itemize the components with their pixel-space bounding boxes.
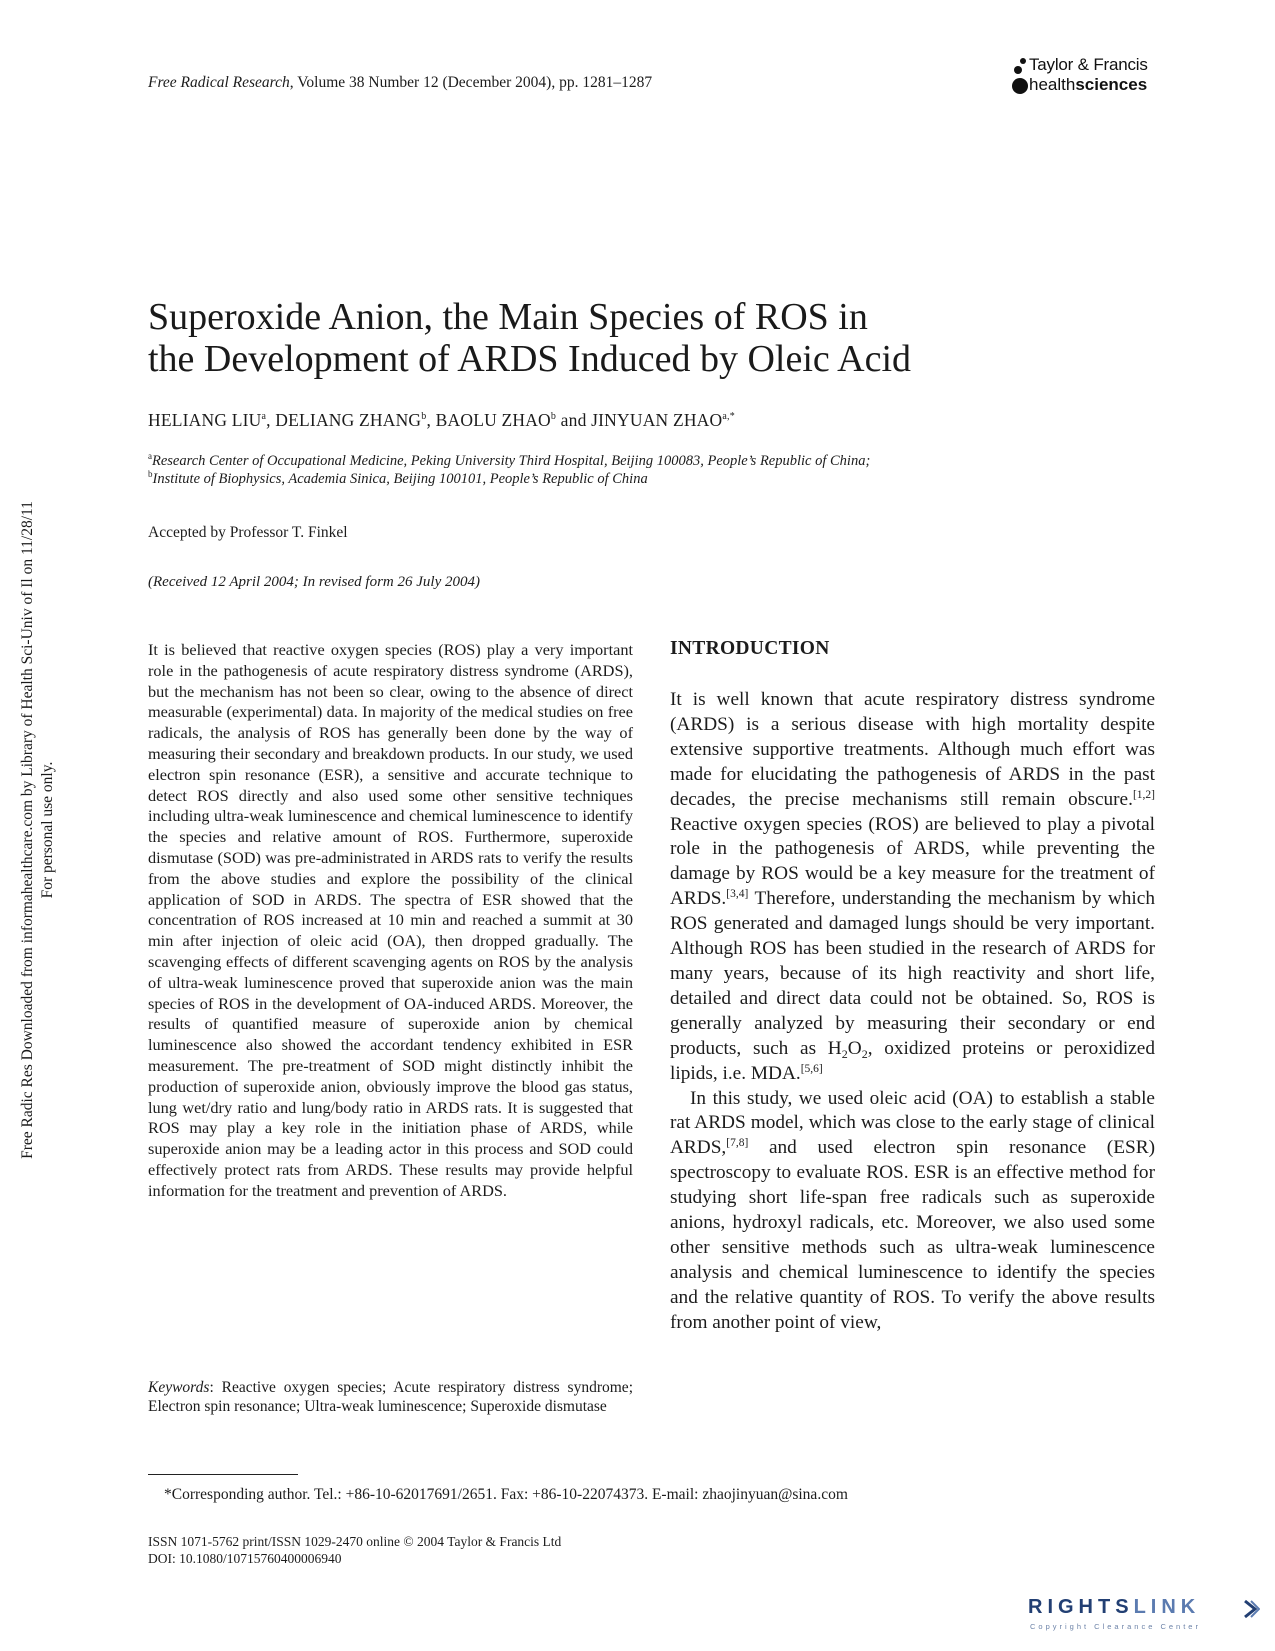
citation: [5,6] bbox=[800, 1062, 823, 1075]
citation: [3,4] bbox=[726, 888, 749, 901]
keywords-list: : Reactive oxygen species; Acute respiratory distress syndrome; Electron spin resonance; Ultra-weak luminescence; Superoxide dismutase bbox=[148, 1379, 633, 1415]
keywords bbox=[148, 1379, 633, 1417]
author: BAOLU ZHAO bbox=[435, 410, 551, 430]
footnote-divider bbox=[148, 1474, 298, 1475]
author-list: HELIANG LIU$^a$, DELIANG ZHANG$^b$, BAOLU ZHAO$^b$ and JINYUAN $ZHAO^{a,*}$ bbox=[148, 410, 735, 430]
chevron-right-icon bbox=[1242, 1598, 1260, 1620]
corresponding-author-footnote: *Corresponding author. Tel.: +86-10-62017691/2651. Fax: +86-10-22074373. E-mail: zhaojinyuan@sina.com bbox=[164, 1486, 848, 1503]
issn-doi-block bbox=[148, 1533, 561, 1567]
journal-volume-info: , Volume 38 Number 12 (December 2004), pp. 1281–1287 bbox=[289, 74, 653, 91]
intro-paragraph-2: In this study, we used oleic acid (OA) to establish a stable rat ARDS model, which was close to the early stage of clinical ARDS,[7,8] and used electron spin resonance (ESR) spectroscopy to evaluate ROS. ESR is an effective method for studying short life-span free radicals such as superoxide anions, hydroxyl radicals, etc. Moreover, we also used some other sensitive methods such as ultra-weak luminescence analysis and chemical luminescence to identify the species and the relative quantity of ROS. To verify the above results from another point of view, bbox=[670, 1087, 1155, 1333]
keywords-label: Keywords bbox=[148, 1379, 210, 1396]
received-dates: (Received 12 April 2004; In revised form 26 July 2004) bbox=[148, 574, 480, 590]
publisher-name: Taylor & Francis bbox=[1029, 55, 1148, 74]
title-line-2: the Development of ARDS Induced by Oleic Acid bbox=[148, 338, 912, 380]
rightslink-logo[interactable] bbox=[1028, 1596, 1260, 1642]
journal-citation bbox=[148, 74, 652, 92]
journal-name: Free Radical Research bbox=[148, 74, 290, 91]
issn: ISSN 1071-5762 print/ISSN 1029-2470 online © 2004 Taylor & Francis Ltd bbox=[148, 1534, 562, 1549]
author: JINYUAN ZHAO bbox=[591, 410, 723, 430]
citation: [1,2] bbox=[1132, 788, 1155, 801]
download-watermark bbox=[18, 470, 64, 1190]
rightslink-wordmark: RIGHTSLINK bbox=[1028, 1596, 1201, 1618]
section-heading-introduction: INTRODUCTION bbox=[670, 638, 830, 659]
affiliations bbox=[148, 452, 870, 488]
article-title bbox=[148, 296, 1048, 380]
watermark-line-1: Free Radic Res Downloaded from informahealthcare.com by Library of Health Sci-Univ of Il on 11/28/11 bbox=[19, 501, 36, 1159]
accepted-by: Accepted by Professor T. Finkel bbox=[148, 524, 348, 541]
title-line-1: Superoxide Anion, the Main Species of ROS in bbox=[148, 296, 868, 338]
author: DELIANG ZHANG bbox=[275, 410, 422, 430]
publisher-dots-icon bbox=[1010, 56, 1030, 96]
intro-paragraph-1: It is well known that acute respiratory distress syndrome (ARDS) is a serious disease with high mortality despite extensive supportive treatments. Although much effort was made for elucidating the pathogenesis of ARDS in the past decades, the precise mechanisms still remain obscure.[1,2] Reactive oxygen species (ROS) are believed to play a pivotal role in the pathogenesis of ARDS, while preventing the damage by ROS would be a key measure for the treatment of ARDS.[3,4] Therefore, understanding the mechanism by which ROS generated and damaged lungs should be very important. Although ROS has been studied in the research of ARDS for many years, because of its high reactivity and short life, detailed and direct data could not be obtained. So, ROS is generally analyzed by measuring their secondary or end products, such as $H_2O_2$, oxidized proteins or peroxidized lipids, i.e. MDA.[5,6] bbox=[670, 689, 1156, 1084]
abstract: It is believed that reactive oxygen species (ROS) play a very important role in the pathogenesis of acute respiratory distress syndrome (ARDS), but the mechanism has not been so clear, owing to the absence of direct measurable (experimental) data. In majority of the medical studies on free radicals, the analysis of ROS has generally been done by the way of measuring their secondary and breakdown products. In our study, we used electron spin resonance (ESR), a sensitive and accurate technique to detect ROS directly and also used some other sensitive techniques including ultra-weak luminescence and chemical luminescence to identify the species and relative amount of ROS. Furthermore, superoxide dismutase (SOD) was pre-administrated in ARDS rats to verify the results from the above studies and explore the possibility of the clinical application of SOD in ARDS. The spectra of ESR showed that the concentration of ROS increased at 10 min and reached a summit at 30 min after injection of oleic acid (OA), then dropped gradually. The scavenging effects of different scavenging agents on ROS by the analysis of ultra-weak luminescence proved that superoxide anion was the main species of ROS in the development of OA-induced ARDS. Moreover, the results of quantified measure of superoxide anion by chemical luminescence also showed the accordant tendency exhibited in ESR measurement. The pre-treatment of SOD might distinctly inhibit the production of superoxide anion, obviously improve the blood gas status, lung wet/dry ratio and lung/body ratio in ARDS rats. It is suggested that ROS may play a key role in the initiation phase of ARDS, while superoxide anion may be a leading actor in this process and SOD could effectively protect rats from ARDS. These results may provide helpful information for the treatment and prevention of ARDS. bbox=[148, 640, 633, 1200]
doi: DOI: 10.1080/10715760400006940 bbox=[148, 1551, 342, 1566]
affiliation-a: $^a$Research Center of Occupational Medicine, Peking University Third Hospital, Beijing 100083, People’s Republic of China; bbox=[148, 451, 871, 469]
publisher-logo bbox=[1010, 54, 1170, 98]
citation: [7,8] bbox=[726, 1137, 749, 1150]
affiliation-b: $^b$Institute of Biophysics, Academia Sinica, Beijing 100101, People’s Republic of China bbox=[148, 469, 648, 487]
rightslink-tagline: Copyright Clearance Center bbox=[1030, 1622, 1201, 1631]
author: HELIANG LIU bbox=[148, 410, 262, 430]
introduction-body bbox=[670, 688, 1155, 1336]
publisher-division: healthsciences bbox=[1029, 75, 1148, 94]
watermark-line-2: For personal use only. bbox=[39, 761, 56, 899]
